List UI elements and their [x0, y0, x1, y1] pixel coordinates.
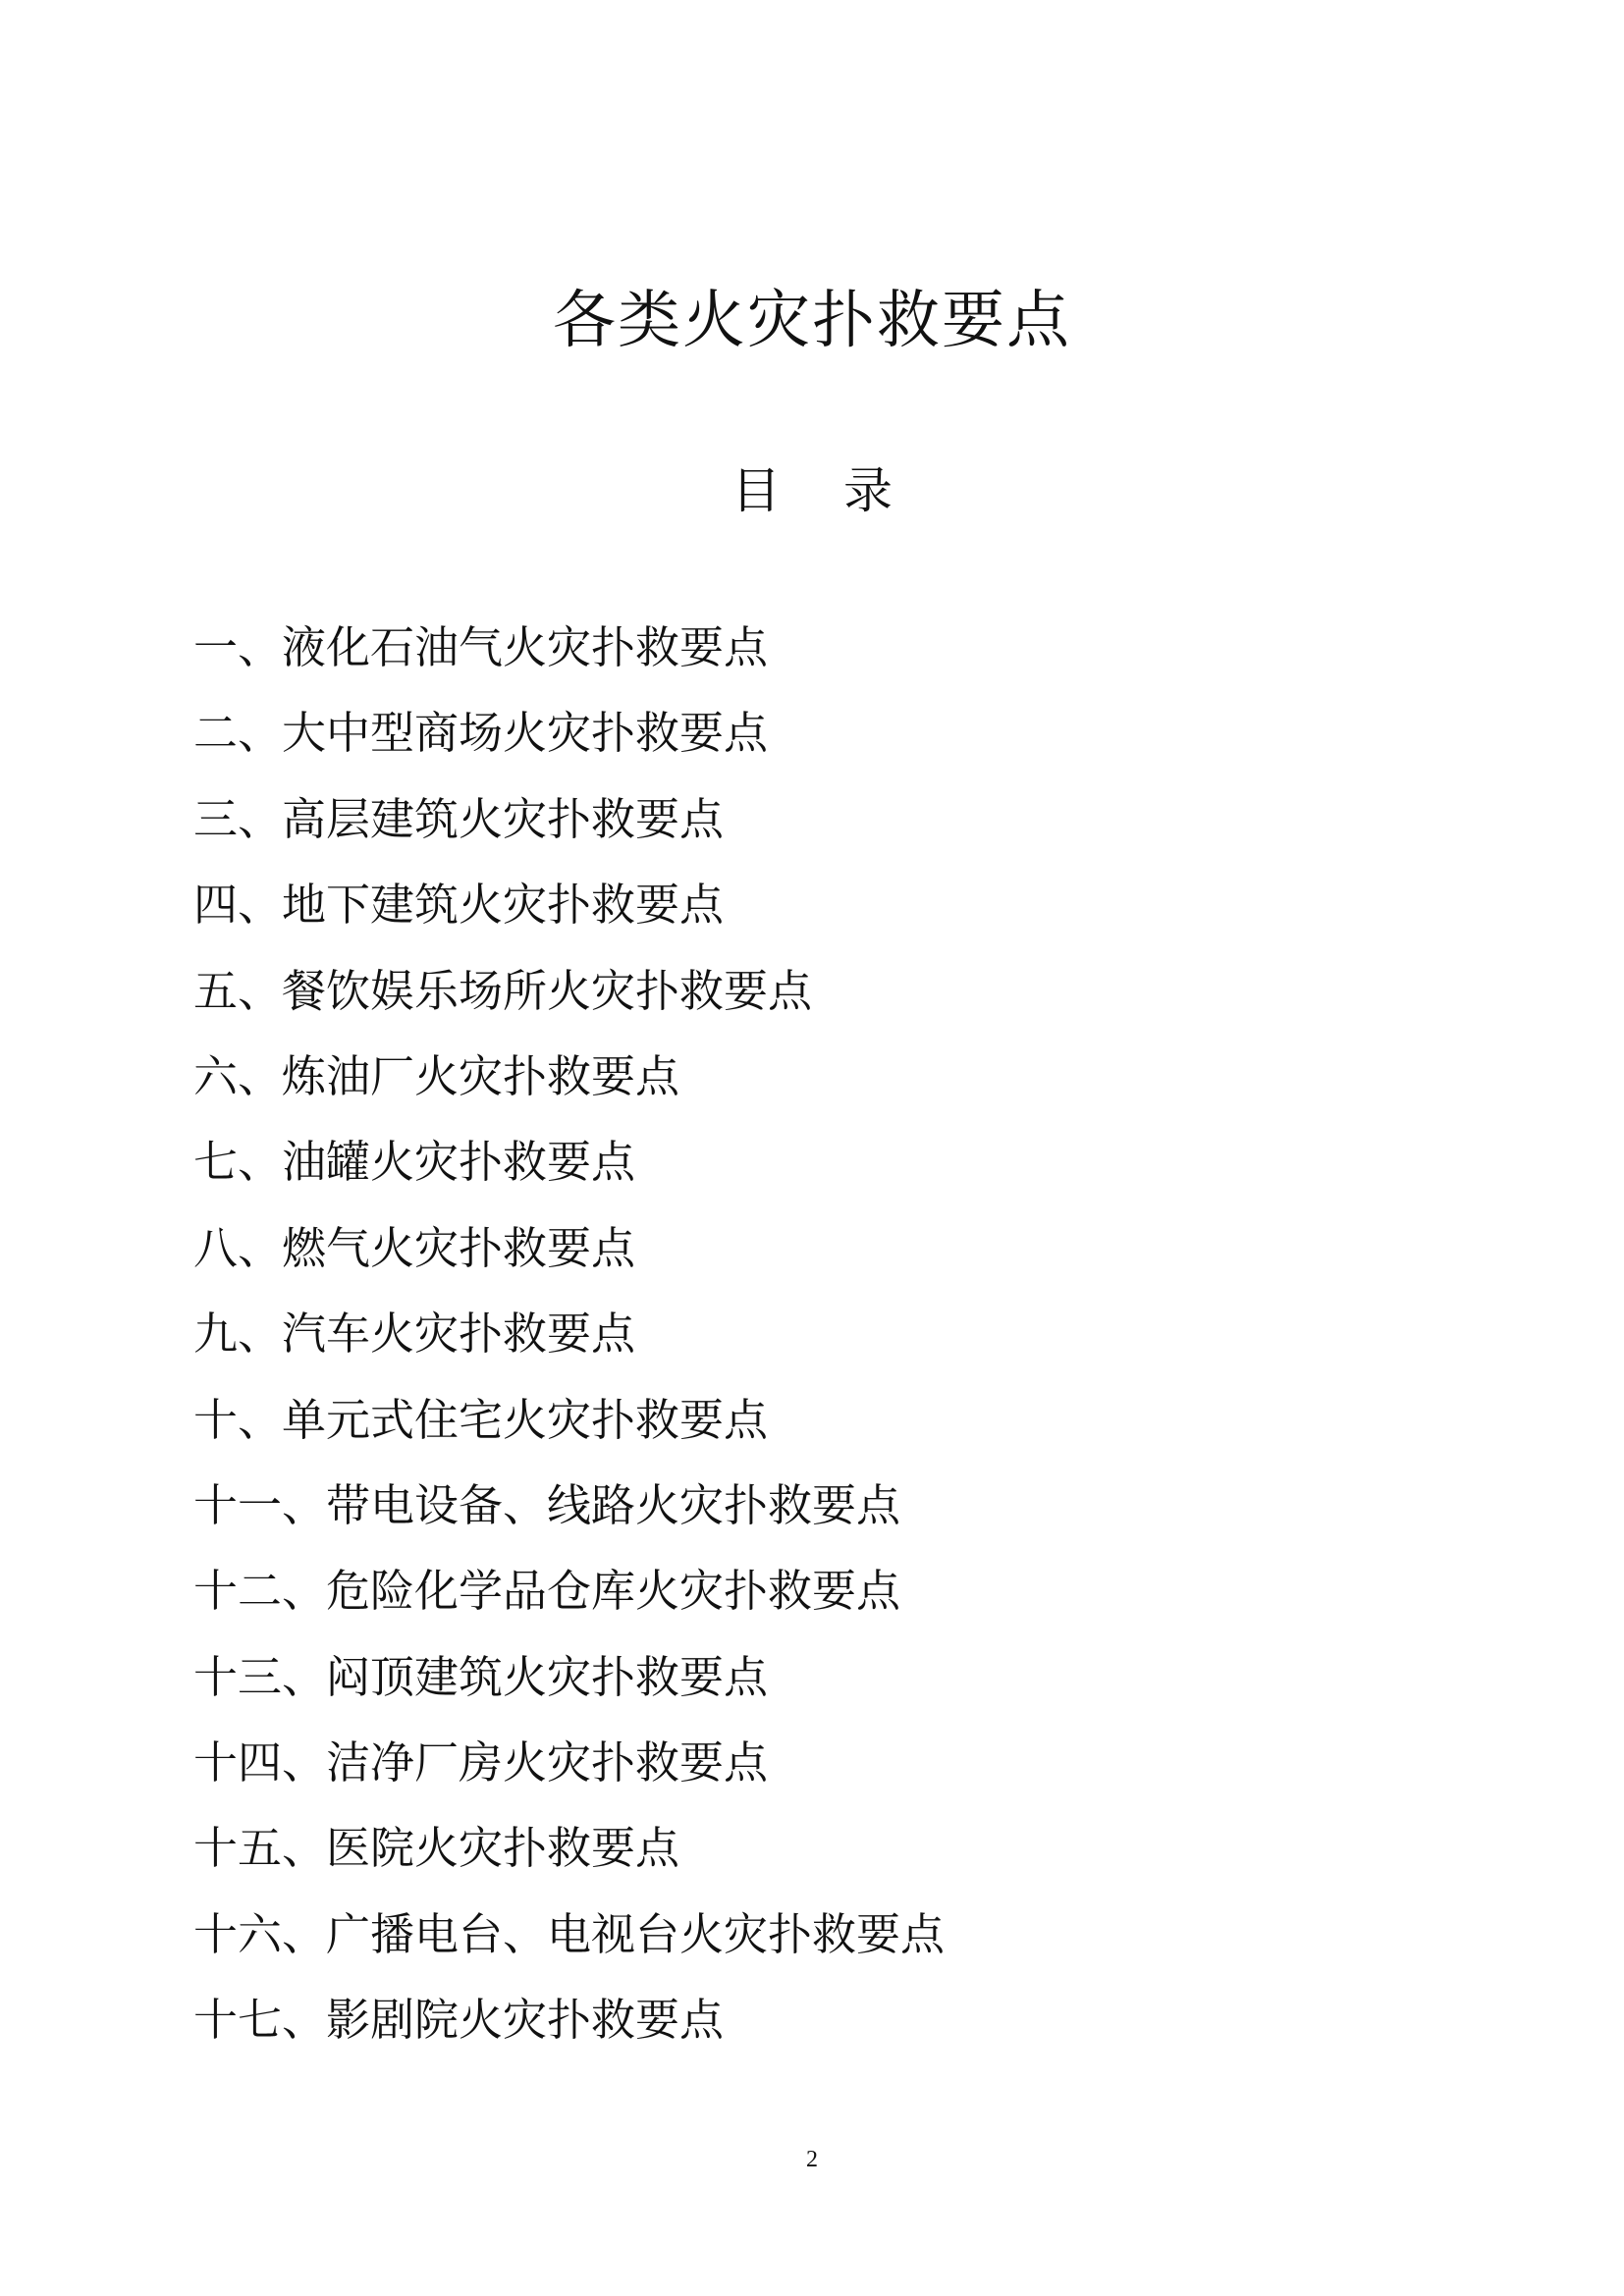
- toc-item: 二、大中型商场火灾扑救要点: [193, 707, 769, 760]
- toc-item: 十六、广播电台、电视台火灾扑救要点: [193, 1907, 946, 1960]
- toc-item: 七、油罐火灾扑救要点: [193, 1136, 636, 1189]
- toc-item: 六、炼油厂火灾扑救要点: [193, 1049, 680, 1102]
- toc-item: 十七、影剧院火灾扑救要点: [193, 1994, 725, 2047]
- toc-item: 十二、危险化学品仓库火灾扑救要点: [193, 1565, 901, 1618]
- toc-item: 一、液化石油气火灾扑救要点: [193, 621, 769, 673]
- document-title: 各类火灾扑救要点: [553, 285, 1071, 357]
- toc-item: 十五、医院火灾扑救要点: [193, 1822, 680, 1875]
- toc-item: 九、汽车火灾扑救要点: [193, 1308, 636, 1361]
- table-of-contents: [193, 611, 945, 2069]
- toc-item: 三、高层建筑火灾扑救要点: [193, 792, 725, 845]
- page-number: 2: [806, 2147, 818, 2172]
- toc-heading: 目 录: [731, 462, 893, 519]
- toc-item: 十、单元式住宅火灾扑救要点: [193, 1393, 769, 1446]
- toc-item: 十一、带电设备、线路火灾扑救要点: [193, 1478, 901, 1531]
- toc-item: 十四、洁净厂房火灾扑救要点: [193, 1736, 769, 1789]
- toc-item: 八、燃气火灾扑救要点: [193, 1221, 636, 1274]
- toc-item: 五、餐饮娱乐场所火灾扑救要点: [193, 964, 813, 1017]
- toc-item: 十三、闷顶建筑火灾扑救要点: [193, 1650, 769, 1703]
- toc-item: 四、地下建筑火灾扑救要点: [193, 879, 725, 932]
